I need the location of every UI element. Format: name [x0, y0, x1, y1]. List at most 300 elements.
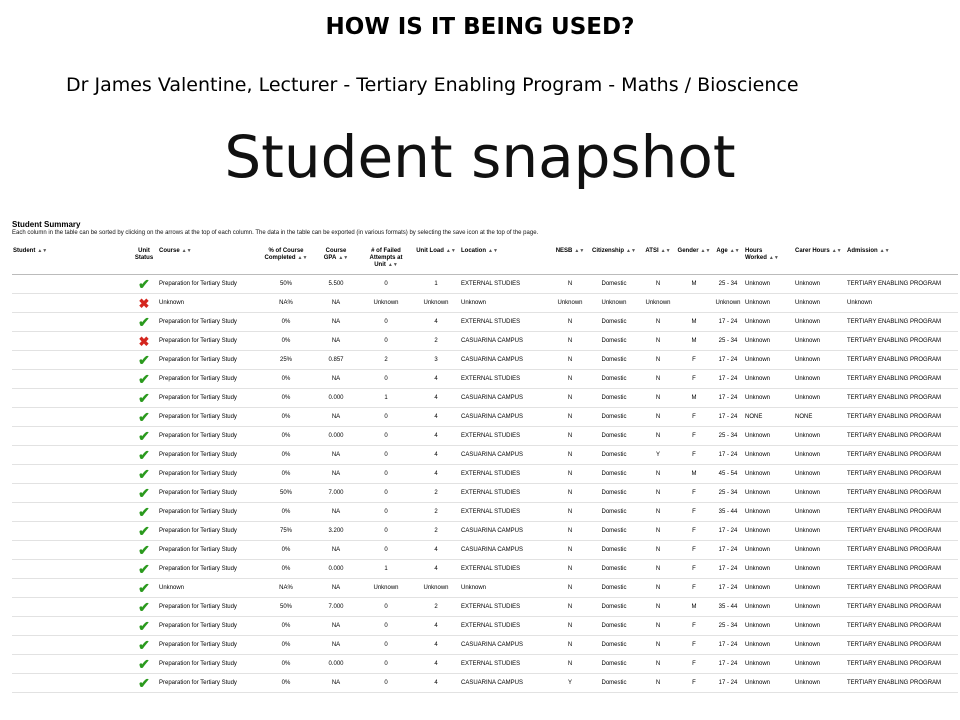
cell-location: CASUARINA CAMPUS: [460, 522, 552, 541]
cross-icon: ✖: [138, 333, 150, 349]
check-icon: ✔: [138, 599, 150, 615]
cell-atsi: N: [640, 313, 676, 332]
column-header-hours-worked[interactable]: [744, 246, 794, 275]
cell-atsi: N: [640, 408, 676, 427]
cell-gender: F: [676, 560, 712, 579]
cell-gender: F: [676, 370, 712, 389]
sort-arrows-icon[interactable]: ▲▼: [445, 248, 456, 254]
cell-load: 4: [412, 370, 460, 389]
check-icon: ✔: [138, 580, 150, 596]
column-header-admission[interactable]: [846, 246, 958, 275]
cell-student: [12, 370, 130, 389]
cell-failed: 1: [360, 389, 412, 408]
cell-nesb: N: [552, 636, 588, 655]
sort-arrows-icon[interactable]: ▲▼: [831, 248, 842, 254]
cell-student: [12, 294, 130, 313]
cell-gpa: NA: [312, 579, 360, 598]
cell-citizenship: Domestic: [588, 636, 640, 655]
cell-unit-status: [130, 636, 158, 655]
table-row[interactable]: [12, 294, 958, 313]
cell-location: EXTERNAL STUDIES: [460, 465, 552, 484]
column-header-label: Hours Worked: [745, 248, 767, 261]
cell-pct: 0%: [260, 617, 312, 636]
cell-course: Preparation for Tertiary Study: [158, 560, 260, 579]
cell-hours: Unknown: [744, 598, 794, 617]
cell-unit-status: [130, 674, 158, 693]
check-icon: ✔: [138, 352, 150, 368]
cell-load: 2: [412, 598, 460, 617]
cell-course: Preparation for Tertiary Study: [158, 351, 260, 370]
cell-load: 4: [412, 674, 460, 693]
cell-unit-status: [130, 389, 158, 408]
column-header-label: Course: [159, 248, 180, 254]
cell-pct: 0%: [260, 674, 312, 693]
check-icon: ✔: [138, 675, 150, 691]
cell-student: [12, 332, 130, 351]
cell-failed: 0: [360, 446, 412, 465]
column-header-course-gpa[interactable]: [312, 246, 360, 275]
cell-citizenship: Domestic: [588, 465, 640, 484]
cell-unit-status: [130, 351, 158, 370]
cell-gender: [676, 294, 712, 313]
table-row[interactable]: [12, 351, 958, 370]
table-row[interactable]: [12, 655, 958, 674]
column-header-label: % of Course Completed: [264, 248, 304, 261]
table-row[interactable]: [12, 503, 958, 522]
cell-course: Preparation for Tertiary Study: [158, 484, 260, 503]
cell-carer: Unknown: [794, 579, 846, 598]
table-row[interactable]: [12, 598, 958, 617]
cell-gender: F: [676, 503, 712, 522]
cell-gender: F: [676, 408, 712, 427]
cell-course: Preparation for Tertiary Study: [158, 655, 260, 674]
cell-failed: 0: [360, 655, 412, 674]
cell-atsi: N: [640, 598, 676, 617]
cell-student: [12, 465, 130, 484]
cell-admission: TERTIARY ENABLING PROGRAM: [846, 636, 958, 655]
cell-citizenship: Domestic: [588, 408, 640, 427]
cell-hours: Unknown: [744, 674, 794, 693]
cell-gpa: 0.000: [312, 560, 360, 579]
cell-carer: Unknown: [794, 275, 846, 294]
cell-student: [12, 674, 130, 693]
cell-gpa: 0.000: [312, 655, 360, 674]
cell-pct: 0%: [260, 465, 312, 484]
cell-nesb: N: [552, 446, 588, 465]
cell-pct: NA%: [260, 579, 312, 598]
cell-unit-status: [130, 427, 158, 446]
column-header-nesb[interactable]: [552, 246, 588, 275]
cell-citizenship: Domestic: [588, 655, 640, 674]
cell-citizenship: Domestic: [588, 598, 640, 617]
sort-arrows-icon[interactable]: ▲▼: [626, 248, 636, 254]
cell-pct: 50%: [260, 598, 312, 617]
check-icon: ✔: [138, 447, 150, 463]
table-row[interactable]: [12, 560, 958, 579]
cell-carer: Unknown: [794, 427, 846, 446]
column-header-label: Citizenship: [592, 248, 625, 254]
cell-course: Preparation for Tertiary Study: [158, 313, 260, 332]
cell-carer: Unknown: [794, 446, 846, 465]
column-header-carer-hours[interactable]: [794, 246, 846, 275]
cell-carer: Unknown: [794, 465, 846, 484]
cell-unit-status: [130, 522, 158, 541]
cell-age: 17 - 24: [712, 560, 744, 579]
sort-arrows-icon[interactable]: ▲▼: [387, 262, 398, 268]
cell-nesb: N: [552, 370, 588, 389]
summary-title: Student Summary: [12, 220, 81, 229]
cell-location: Unknown: [460, 294, 552, 313]
cell-location: EXTERNAL STUDIES: [460, 503, 552, 522]
cell-location: CASUARINA CAMPUS: [460, 636, 552, 655]
sort-arrows-icon[interactable]: ▲▼: [768, 255, 779, 261]
cell-failed: 1: [360, 560, 412, 579]
cell-carer: NONE: [794, 408, 846, 427]
cell-student: [12, 484, 130, 503]
cell-unit-status: [130, 465, 158, 484]
table-row[interactable]: [12, 275, 958, 294]
cell-nesb: N: [552, 579, 588, 598]
cell-student: [12, 541, 130, 560]
cell-carer: Unknown: [794, 332, 846, 351]
cell-load: 2: [412, 332, 460, 351]
sort-arrows-icon[interactable]: ▲▼: [660, 248, 671, 254]
table-row[interactable]: [12, 332, 958, 351]
cell-admission: TERTIARY ENABLING PROGRAM: [846, 674, 958, 693]
cell-citizenship: Domestic: [588, 332, 640, 351]
check-icon: ✔: [138, 656, 150, 672]
cell-citizenship: Unknown: [588, 294, 640, 313]
cell-load: 2: [412, 503, 460, 522]
column-header-label: Gender: [677, 248, 699, 254]
cell-carer: Unknown: [794, 560, 846, 579]
cell-course: Preparation for Tertiary Study: [158, 541, 260, 560]
cell-unit-status: [130, 275, 158, 294]
cell-admission: TERTIARY ENABLING PROGRAM: [846, 408, 958, 427]
cell-age: 25 - 34: [712, 617, 744, 636]
cell-nesb: N: [552, 484, 588, 503]
cell-failed: 0: [360, 332, 412, 351]
cell-admission: TERTIARY ENABLING PROGRAM: [846, 617, 958, 636]
cell-admission: TERTIARY ENABLING PROGRAM: [846, 484, 958, 503]
cell-pct: 0%: [260, 370, 312, 389]
cell-student: [12, 408, 130, 427]
cell-unit-status: [130, 541, 158, 560]
cell-gpa: NA: [312, 636, 360, 655]
cell-pct: 50%: [260, 275, 312, 294]
cell-atsi: N: [640, 275, 676, 294]
cell-carer: Unknown: [794, 598, 846, 617]
cell-gpa: NA: [312, 541, 360, 560]
cell-course: Preparation for Tertiary Study: [158, 370, 260, 389]
cell-unit-status: [130, 617, 158, 636]
cell-age: 25 - 34: [712, 275, 744, 294]
cell-load: Unknown: [412, 579, 460, 598]
cell-atsi: Unknown: [640, 294, 676, 313]
cell-student: [12, 503, 130, 522]
cell-student: [12, 579, 130, 598]
column-header-age[interactable]: [712, 246, 744, 275]
table-row[interactable]: [12, 617, 958, 636]
cell-citizenship: Domestic: [588, 579, 640, 598]
cell-location: CASUARINA CAMPUS: [460, 541, 552, 560]
cell-gpa: NA: [312, 313, 360, 332]
table-row[interactable]: [12, 427, 958, 446]
column-header-of-course-completed[interactable]: [260, 246, 312, 275]
cell-gender: F: [676, 427, 712, 446]
table-row[interactable]: [12, 674, 958, 693]
cell-nesb: N: [552, 275, 588, 294]
cell-age: 17 - 24: [712, 655, 744, 674]
cell-failed: 0: [360, 370, 412, 389]
check-icon: ✔: [138, 637, 150, 653]
cell-admission: TERTIARY ENABLING PROGRAM: [846, 465, 958, 484]
cell-age: 17 - 24: [712, 370, 744, 389]
cell-carer: Unknown: [794, 522, 846, 541]
cell-citizenship: Domestic: [588, 674, 640, 693]
cell-hours: Unknown: [744, 294, 794, 313]
table-row[interactable]: [12, 465, 958, 484]
sort-arrows-icon[interactable]: ▲▼: [338, 255, 349, 261]
table-row[interactable]: [12, 484, 958, 503]
cell-hours: Unknown: [744, 389, 794, 408]
cell-pct: 0%: [260, 503, 312, 522]
cell-pct: 0%: [260, 541, 312, 560]
cell-carer: Unknown: [794, 370, 846, 389]
cell-age: 35 - 44: [712, 598, 744, 617]
table-row[interactable]: [12, 541, 958, 560]
cell-age: 17 - 24: [712, 579, 744, 598]
cell-student: [12, 446, 130, 465]
table-row[interactable]: [12, 389, 958, 408]
column-header-gender[interactable]: [676, 246, 712, 275]
cell-gpa: NA: [312, 465, 360, 484]
cell-pct: 0%: [260, 408, 312, 427]
cell-failed: 0: [360, 484, 412, 503]
column-header-label: Admission: [847, 248, 878, 254]
cell-unit-status: [130, 446, 158, 465]
cell-course: Preparation for Tertiary Study: [158, 674, 260, 693]
table-row[interactable]: [12, 370, 958, 389]
cell-student: [12, 389, 130, 408]
cell-atsi: N: [640, 484, 676, 503]
sort-arrows-icon[interactable]: ▲▼: [700, 248, 711, 254]
column-header-citizenship[interactable]: [588, 246, 640, 275]
cell-pct: NA%: [260, 294, 312, 313]
cell-age: 17 - 24: [712, 313, 744, 332]
cell-location: EXTERNAL STUDIES: [460, 560, 552, 579]
column-header-unit-load[interactable]: [412, 246, 460, 275]
cell-hours: Unknown: [744, 370, 794, 389]
check-icon: ✔: [138, 428, 150, 444]
cell-atsi: N: [640, 370, 676, 389]
cell-failed: Unknown: [360, 294, 412, 313]
cell-nesb: N: [552, 351, 588, 370]
cell-course: Preparation for Tertiary Study: [158, 389, 260, 408]
cell-course: Preparation for Tertiary Study: [158, 617, 260, 636]
cell-load: 4: [412, 408, 460, 427]
cell-citizenship: Domestic: [588, 351, 640, 370]
cell-atsi: N: [640, 332, 676, 351]
cell-load: 2: [412, 522, 460, 541]
cell-hours: Unknown: [744, 446, 794, 465]
column-header-of-failed-attempts-at-unit[interactable]: [360, 246, 412, 275]
cell-location: EXTERNAL STUDIES: [460, 370, 552, 389]
cell-gpa: 5.500: [312, 275, 360, 294]
cell-admission: TERTIARY ENABLING PROGRAM: [846, 275, 958, 294]
cell-gpa: NA: [312, 370, 360, 389]
cell-gender: F: [676, 446, 712, 465]
cell-admission: TERTIARY ENABLING PROGRAM: [846, 503, 958, 522]
slide-title: Student snapshot: [224, 123, 736, 191]
cell-hours: Unknown: [744, 522, 794, 541]
cell-nesb: N: [552, 503, 588, 522]
cell-nesb: N: [552, 560, 588, 579]
cell-load: 4: [412, 560, 460, 579]
cell-citizenship: Domestic: [588, 503, 640, 522]
cell-admission: TERTIARY ENABLING PROGRAM: [846, 541, 958, 560]
cell-gender: F: [676, 655, 712, 674]
cell-carer: Unknown: [794, 674, 846, 693]
cell-unit-status: [130, 294, 158, 313]
cell-atsi: N: [640, 503, 676, 522]
cell-pct: 50%: [260, 484, 312, 503]
check-icon: ✔: [138, 390, 150, 406]
cell-gpa: 0.000: [312, 389, 360, 408]
column-header-location[interactable]: [460, 246, 552, 275]
cell-atsi: N: [640, 655, 676, 674]
cell-load: 4: [412, 389, 460, 408]
column-header-student[interactable]: [12, 246, 130, 275]
table-row[interactable]: [12, 408, 958, 427]
cell-admission: TERTIARY ENABLING PROGRAM: [846, 370, 958, 389]
cell-gender: M: [676, 598, 712, 617]
cell-atsi: N: [640, 522, 676, 541]
cell-pct: 75%: [260, 522, 312, 541]
cell-gpa: 3.200: [312, 522, 360, 541]
cell-unit-status: [130, 503, 158, 522]
cell-gender: F: [676, 617, 712, 636]
cell-carer: Unknown: [794, 655, 846, 674]
cell-admission: TERTIARY ENABLING PROGRAM: [846, 560, 958, 579]
check-icon: ✔: [138, 466, 150, 482]
cell-gender: F: [676, 674, 712, 693]
cell-nesb: N: [552, 389, 588, 408]
table-row[interactable]: [12, 636, 958, 655]
column-header-label: Course GPA: [323, 248, 347, 261]
cell-admission: TERTIARY ENABLING PROGRAM: [846, 427, 958, 446]
cell-gpa: NA: [312, 446, 360, 465]
cell-admission: Unknown: [846, 294, 958, 313]
cell-nesb: N: [552, 655, 588, 674]
sort-arrows-icon[interactable]: ▲▼: [37, 248, 48, 254]
check-icon: ✔: [138, 618, 150, 634]
cell-load: 4: [412, 655, 460, 674]
cell-failed: 0: [360, 541, 412, 560]
cell-load: 3: [412, 351, 460, 370]
cell-citizenship: Domestic: [588, 275, 640, 294]
sort-arrows-icon[interactable]: ▲▼: [574, 248, 585, 254]
cell-admission: TERTIARY ENABLING PROGRAM: [846, 313, 958, 332]
sort-arrows-icon[interactable]: ▲▼: [181, 248, 192, 254]
cell-gpa: 0.857: [312, 351, 360, 370]
cell-gender: M: [676, 332, 712, 351]
cell-gender: F: [676, 351, 712, 370]
table-row[interactable]: [12, 522, 958, 541]
cell-student: [12, 636, 130, 655]
cell-gender: M: [676, 465, 712, 484]
summary-description: Each column in the table can be sorted by clicking on the arrows at the top of each column. The data in the table can be exported (in various formats) by selecting the save icon at the top of the page.: [12, 230, 539, 236]
sort-arrows-icon[interactable]: ▲▼: [729, 248, 740, 254]
cell-admission: TERTIARY ENABLING PROGRAM: [846, 446, 958, 465]
cell-course: Preparation for Tertiary Study: [158, 598, 260, 617]
cell-pct: 0%: [260, 332, 312, 351]
column-header-label: Student: [13, 248, 36, 254]
cell-load: 1: [412, 275, 460, 294]
cell-admission: TERTIARY ENABLING PROGRAM: [846, 332, 958, 351]
cell-nesb: Y: [552, 674, 588, 693]
cell-failed: 0: [360, 408, 412, 427]
check-icon: ✔: [138, 561, 150, 577]
cell-load: 4: [412, 541, 460, 560]
cell-unit-status: [130, 560, 158, 579]
cell-citizenship: Domestic: [588, 389, 640, 408]
cell-course: Preparation for Tertiary Study: [158, 522, 260, 541]
cell-course: Preparation for Tertiary Study: [158, 446, 260, 465]
column-header-atsi[interactable]: [640, 246, 676, 275]
cell-gender: M: [676, 389, 712, 408]
cell-admission: TERTIARY ENABLING PROGRAM: [846, 579, 958, 598]
cell-location: CASUARINA CAMPUS: [460, 351, 552, 370]
cell-location: CASUARINA CAMPUS: [460, 674, 552, 693]
cell-failed: 0: [360, 674, 412, 693]
column-header-course[interactable]: [158, 246, 260, 275]
column-header-label: Unit Status: [134, 248, 154, 261]
cell-gender: M: [676, 313, 712, 332]
cell-citizenship: Domestic: [588, 313, 640, 332]
table-row[interactable]: [12, 446, 958, 465]
check-icon: ✔: [138, 409, 150, 425]
cell-load: 4: [412, 465, 460, 484]
sort-arrows-icon[interactable]: ▲▼: [488, 248, 498, 254]
cell-age: 17 - 24: [712, 636, 744, 655]
cell-hours: Unknown: [744, 503, 794, 522]
cell-age: 17 - 24: [712, 541, 744, 560]
cell-failed: 0: [360, 275, 412, 294]
slide-heading: HOW IS IT BEING USED?: [325, 14, 635, 40]
cell-course: Preparation for Tertiary Study: [158, 636, 260, 655]
cell-gender: M: [676, 275, 712, 294]
cell-age: 17 - 24: [712, 446, 744, 465]
cell-student: [12, 313, 130, 332]
column-header-label: # of Failed Attempts at Unit: [369, 248, 403, 268]
cell-load: 2: [412, 484, 460, 503]
sort-arrows-icon[interactable]: ▲▼: [879, 248, 890, 254]
cell-age: Unknown: [712, 294, 744, 313]
cell-nesb: N: [552, 332, 588, 351]
check-icon: ✔: [138, 504, 150, 520]
table-row[interactable]: [12, 579, 958, 598]
cell-admission: TERTIARY ENABLING PROGRAM: [846, 655, 958, 674]
cell-admission: TERTIARY ENABLING PROGRAM: [846, 522, 958, 541]
cell-hours: Unknown: [744, 541, 794, 560]
sort-arrows-icon[interactable]: ▲▼: [297, 255, 308, 261]
table-row[interactable]: [12, 313, 958, 332]
cell-nesb: N: [552, 313, 588, 332]
cell-hours: Unknown: [744, 560, 794, 579]
cell-carer: Unknown: [794, 294, 846, 313]
column-header-unit-status[interactable]: [130, 246, 158, 275]
